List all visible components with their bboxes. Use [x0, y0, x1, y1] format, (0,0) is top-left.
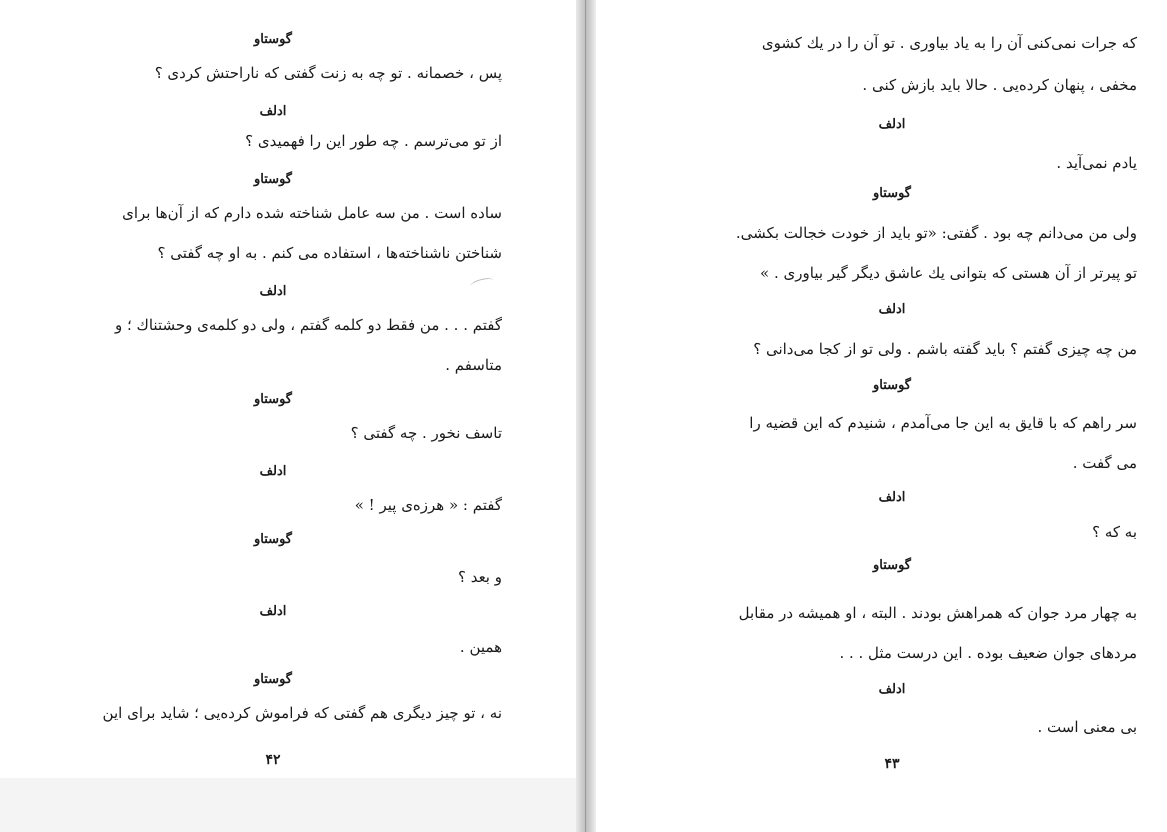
dialogue-line: من چه چیزی گفتم ؟ باید گفته باشم . ولی تو از کجا می‌دانی ؟	[753, 340, 1137, 358]
dialogue-line: شناختن ناشناخته‌ها ، استفاده می کنم . به او چه گفتی ؟	[157, 244, 502, 262]
speaker-name: گوستاو	[254, 672, 292, 687]
dialogue-line: متاسفم .	[445, 356, 502, 374]
dialogue-line: از تو می‌ترسم . چه طور این را فهمیدی ؟	[245, 132, 502, 150]
speaker-name: ادلف	[878, 490, 906, 505]
speaker-name: ادلف	[259, 284, 287, 299]
speaker-name: ادلف	[878, 302, 906, 317]
speaker-name: گوستاو	[254, 532, 292, 547]
speaker-name: گوستاو	[873, 558, 911, 573]
dialogue-line: گفتم . . . من فقط دو کلمه گفتم ، ولی دو کلمه‌ی وحشتناك ؛ و	[114, 316, 502, 334]
dialogue-line: تو پیرتر از آن هستی که بتوانی یك عاشق دیگر گیر بیاوری . »	[760, 264, 1137, 282]
dialogue-line: مردهای جوان ضعیف بوده . این درست مثل . . .	[839, 644, 1137, 662]
dialogue-line: پس ، خصمانه . تو چه به زنت گفتی که ناراحتش کردی ؟	[154, 64, 502, 82]
dialogue-line: گفتم : « هرزه‌ی پیر ! »	[354, 496, 502, 514]
dialogue-line: نه ، تو چیز دیگری هم گفتی که فراموش کرده‌یی ؛ شاید برای این	[102, 704, 502, 722]
dialogue-line: سر راهم که با قایق به این جا می‌آمدم ، شنیدم که این قضیه را	[749, 414, 1137, 432]
dialogue-line: به که ؟	[1092, 523, 1137, 541]
dialogue-line: ساده است . من سه عامل شناخته شده دارم که از آن‌ها برای	[122, 204, 502, 222]
speaker-name: ادلف	[259, 104, 287, 119]
dialogue-line: به چهار مرد جوان که همراهش بودند . البته ، او همیشه در مقابل	[738, 604, 1137, 622]
speaker-name: ادلف	[259, 464, 287, 479]
dialogue-line: یادم نمی‌آید .	[1056, 154, 1137, 172]
dialogue-line: که جرات نمی‌کنی آن را به یاد بیاوری . تو آن را در یك کشوی	[761, 34, 1137, 52]
gutter-divider	[585, 0, 586, 832]
speaker-name: گوستاو	[254, 32, 292, 47]
page-number: ۴۲	[265, 752, 281, 768]
dialogue-line: همین .	[459, 638, 502, 656]
dialogue-line: ولی من می‌دانم چه بود . گفتی: «تو باید از خودت خجالت بکشی.	[735, 224, 1137, 242]
speaker-name: ادلف	[878, 682, 906, 697]
left-page-bottom-band	[0, 778, 576, 832]
book-gutter	[576, 0, 596, 832]
speaker-name: گوستاو	[254, 392, 292, 407]
speaker-name: گوستاو	[873, 186, 911, 201]
speaker-name: ادلف	[259, 604, 287, 619]
dialogue-line: بی معنی است .	[1037, 718, 1137, 736]
dialogue-line: می گفت .	[1072, 454, 1137, 472]
dialogue-line: تاسف نخور . چه گفتی ؟	[350, 424, 502, 442]
page-number: ۴۳	[884, 756, 900, 772]
speaker-name: گوستاو	[254, 172, 292, 187]
speaker-name: گوستاو	[873, 378, 911, 393]
dialogue-line: مخفی ، پنهان کرده‌یی . حالا باید بازش کنی .	[862, 76, 1137, 94]
dialogue-line: و بعد ؟	[457, 568, 502, 586]
speaker-name: ادلف	[878, 117, 906, 132]
